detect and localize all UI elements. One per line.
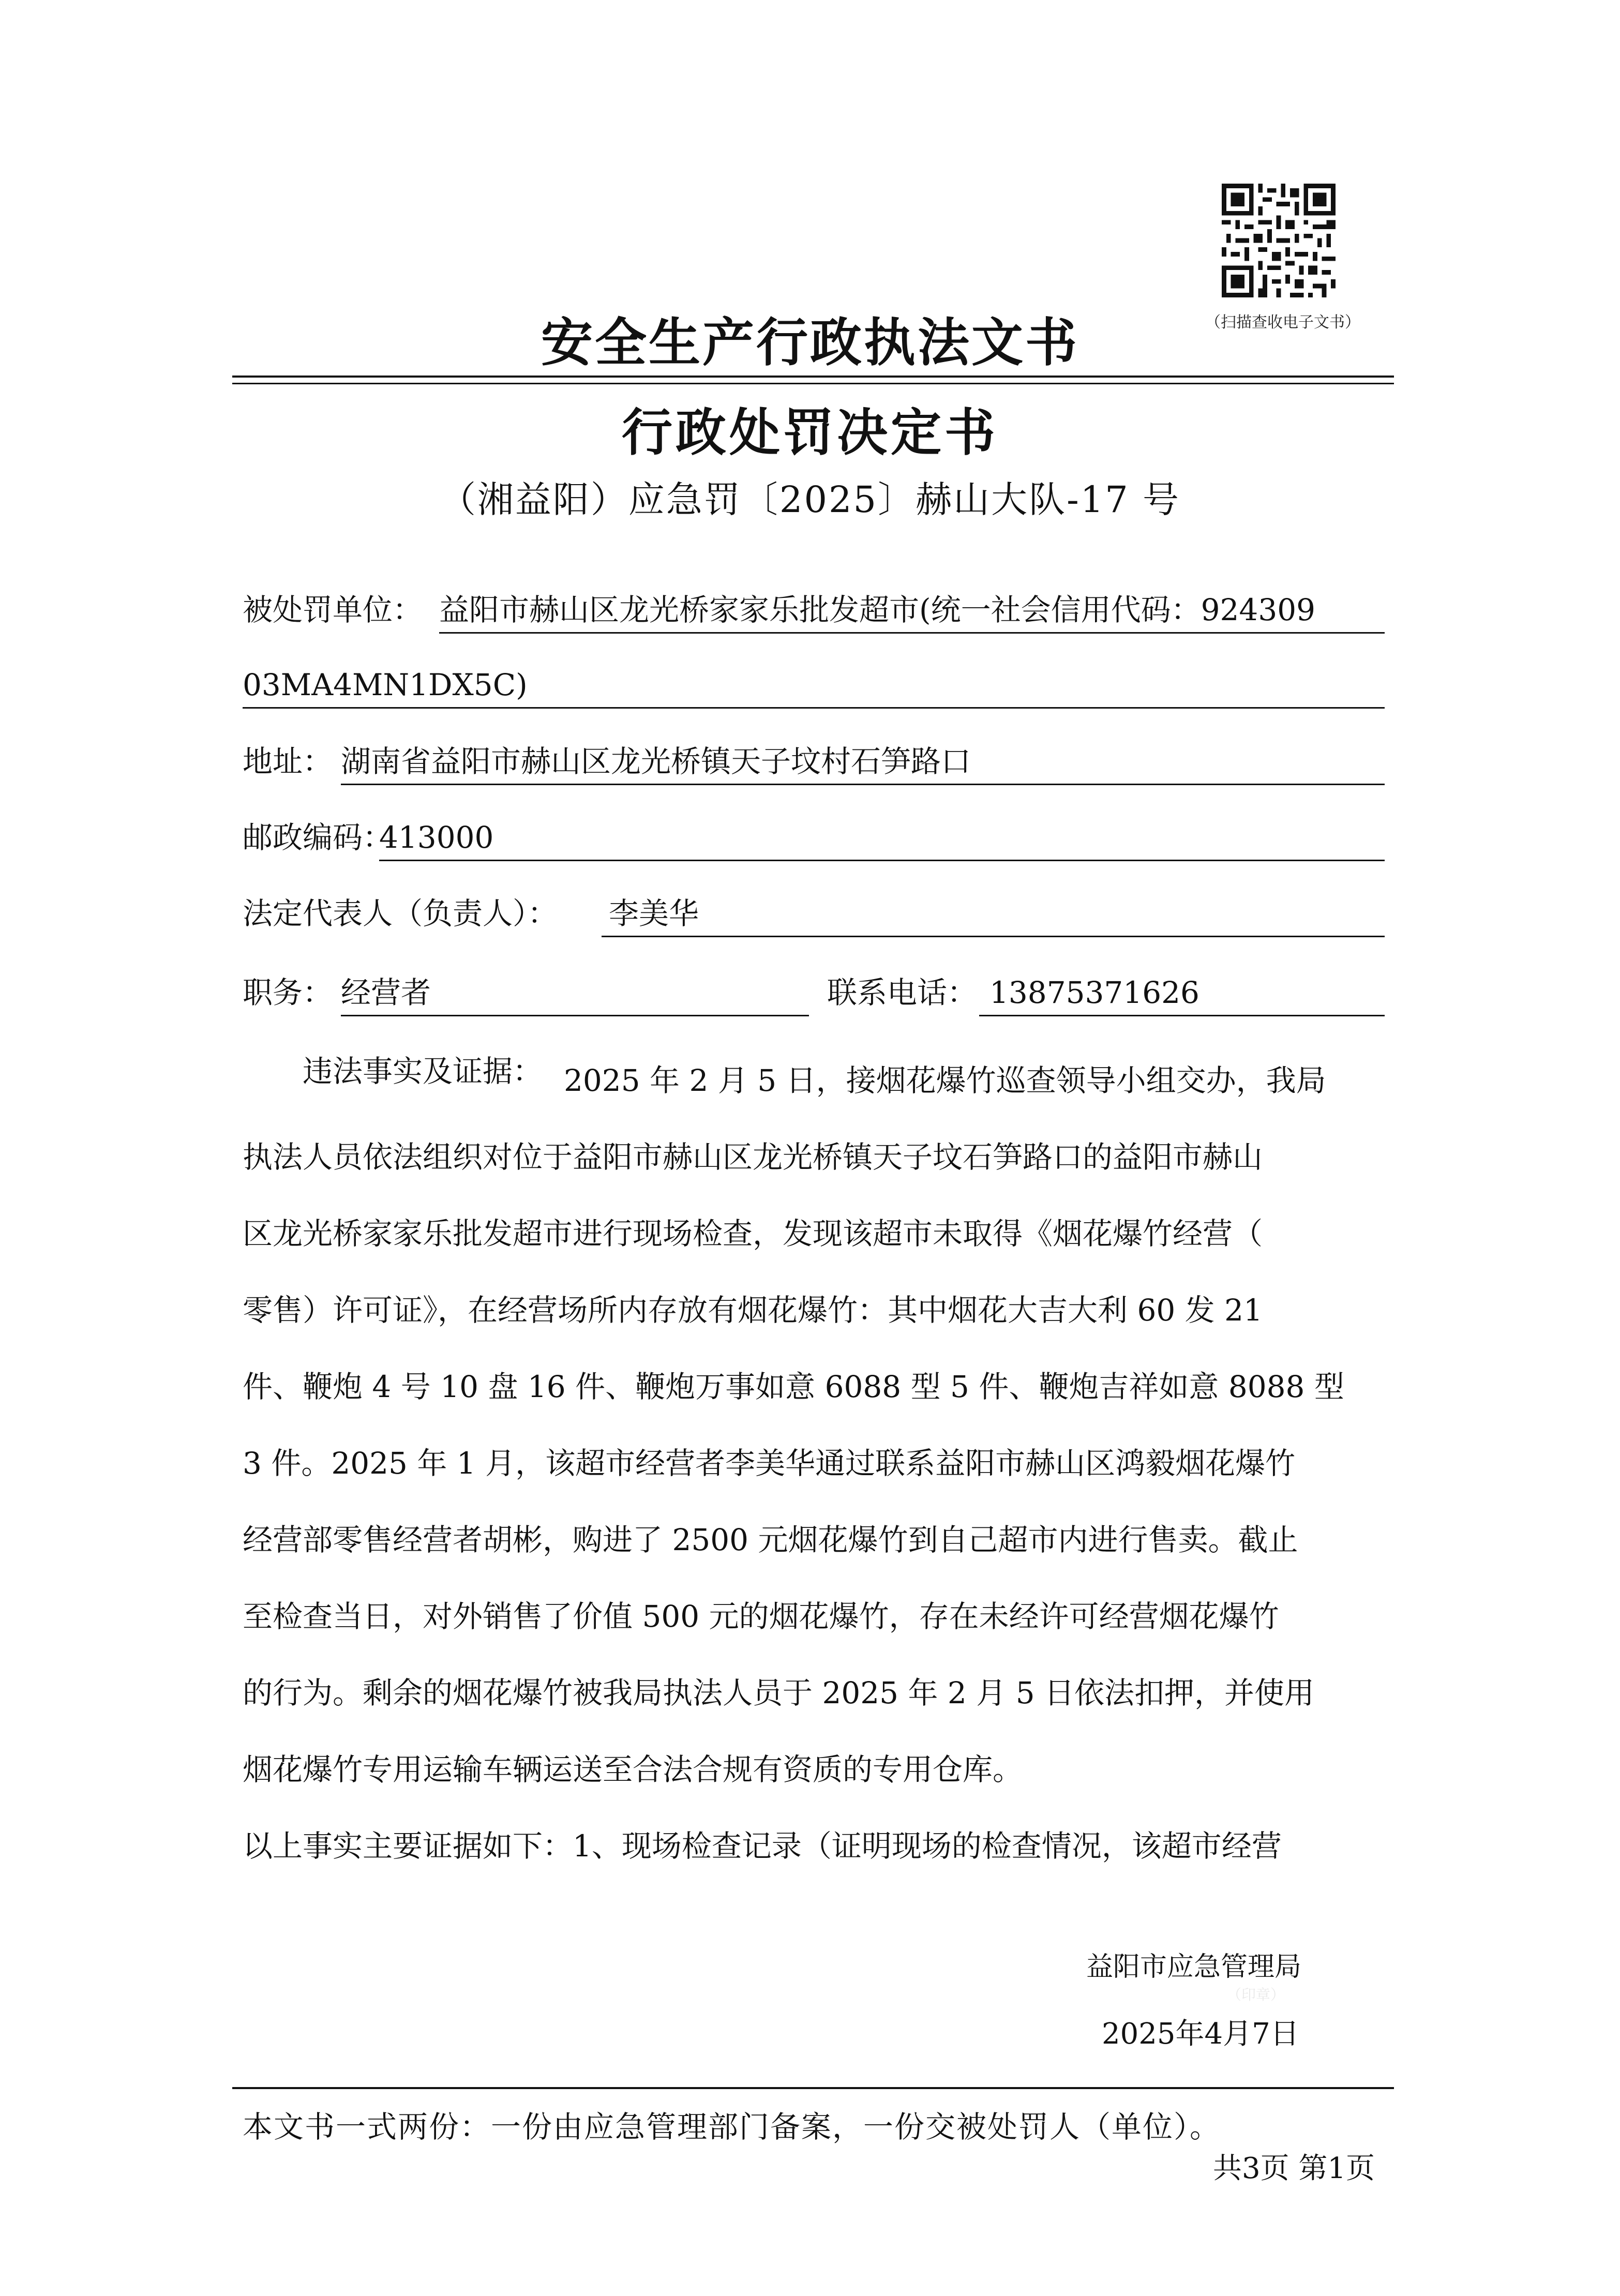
page-number: 共3页 第1页 (1213, 2152, 1375, 2185)
facts-line: 2025 年 2 月 5 日，接烟花爆竹巡查领导小组交办，我局 (564, 1063, 1326, 1098)
issuing-authority: 益阳市应急管理局 (1086, 1952, 1302, 1983)
qr-caption: （扫描查收电子文书） (1205, 313, 1360, 332)
header-rule-thin (232, 383, 1394, 384)
address-label: 地址： (243, 744, 333, 779)
representative-underline (602, 936, 1385, 937)
postcode-label: 邮政编码： (243, 820, 393, 855)
unit-value-line1: 益阳市赫山区龙光桥家家乐批发超市(统一社会信用代码：924309 (439, 592, 1316, 627)
facts-line: 至检查当日，对外销售了价值 500 元的烟花爆竹，存在未经许可经营烟花爆竹 (243, 1599, 1279, 1634)
postcode-value: 413000 (379, 820, 494, 855)
representative-value: 李美华 (609, 896, 699, 931)
footer-rule (232, 2087, 1394, 2089)
facts-line: 区龙光桥家家乐批发超市进行现场检查，发现该超市未取得《烟花爆竹经营（ (243, 1216, 1263, 1251)
seal-placeholder: （印章） (1227, 1986, 1285, 2003)
facts-line: 的行为。剩余的烟花爆竹被我局执法人员于 2025 年 2 月 5 日依法扣押，并使用 (243, 1675, 1315, 1710)
facts-line: 3 件。2025 年 1 月，该超市经营者李美华通过联系益阳市赫山区鸿毅烟花爆竹 (243, 1446, 1296, 1481)
phone-value: 13875371626 (989, 975, 1199, 1010)
phone-label: 联系电话： (827, 975, 978, 1010)
unit-underline-1 (439, 632, 1385, 634)
unit-value-line2: 03MA4MN1DX5C) (243, 667, 528, 702)
facts-line: 件、鞭炮 4 号 10 盘 16 件、鞭炮万事如意 6088 型 5 件、鞭炮吉祥如意 8088 型 (243, 1369, 1344, 1404)
document-number: （湘益阳）应急罚〔2025〕赫山大队-17 号 (439, 478, 1181, 521)
position-underline (341, 1015, 809, 1016)
unit-underline-2 (243, 707, 1385, 709)
header-rule-thick (232, 376, 1394, 378)
address-value: 湖南省益阳市赫山区龙光桥镇天子坟村石笋路口 (341, 744, 971, 779)
position-value: 经营者 (341, 975, 431, 1010)
document-type-heading: 安全生产行政执法文书 (541, 312, 1079, 373)
document-title: 行政处罚决定书 (621, 403, 998, 462)
position-label: 职务： (243, 975, 333, 1010)
qr-code-icon (1222, 184, 1336, 297)
footer-note: 本文书一式两份：一份由应急管理部门备案，一份交被处罚人（单位）。 (243, 2109, 1221, 2144)
facts-line: 经营部零售经营者胡彬，购进了 2500 元烟花爆竹到自己超市内进行售卖。截止 (243, 1522, 1298, 1557)
unit-label: 被处罚单位： (243, 592, 423, 627)
facts-label: 违法事实及证据： (303, 1054, 543, 1089)
facts-line: 以上事实主要证据如下：1、现场检查记录（证明现场的检查情况，该超市经营 (243, 1828, 1282, 1864)
representative-label: 法定代表人（负责人）： (243, 896, 558, 931)
postcode-underline (379, 860, 1385, 861)
facts-line: 零售）许可证》，在经营场所内存放有烟花爆竹：其中烟花大吉大利 60 发 21 (243, 1293, 1263, 1328)
facts-line: 烟花爆竹专用运输车辆运送至合法合规有资质的专用仓库。 (243, 1752, 1023, 1787)
address-underline (341, 784, 1385, 785)
phone-underline (979, 1015, 1385, 1016)
facts-line: 执法人员依法组织对位于益阳市赫山区龙光桥镇天子坟石笋路口的益阳市赫山 (243, 1139, 1263, 1175)
issue-date: 2025年4月7日 (1102, 2017, 1299, 2051)
